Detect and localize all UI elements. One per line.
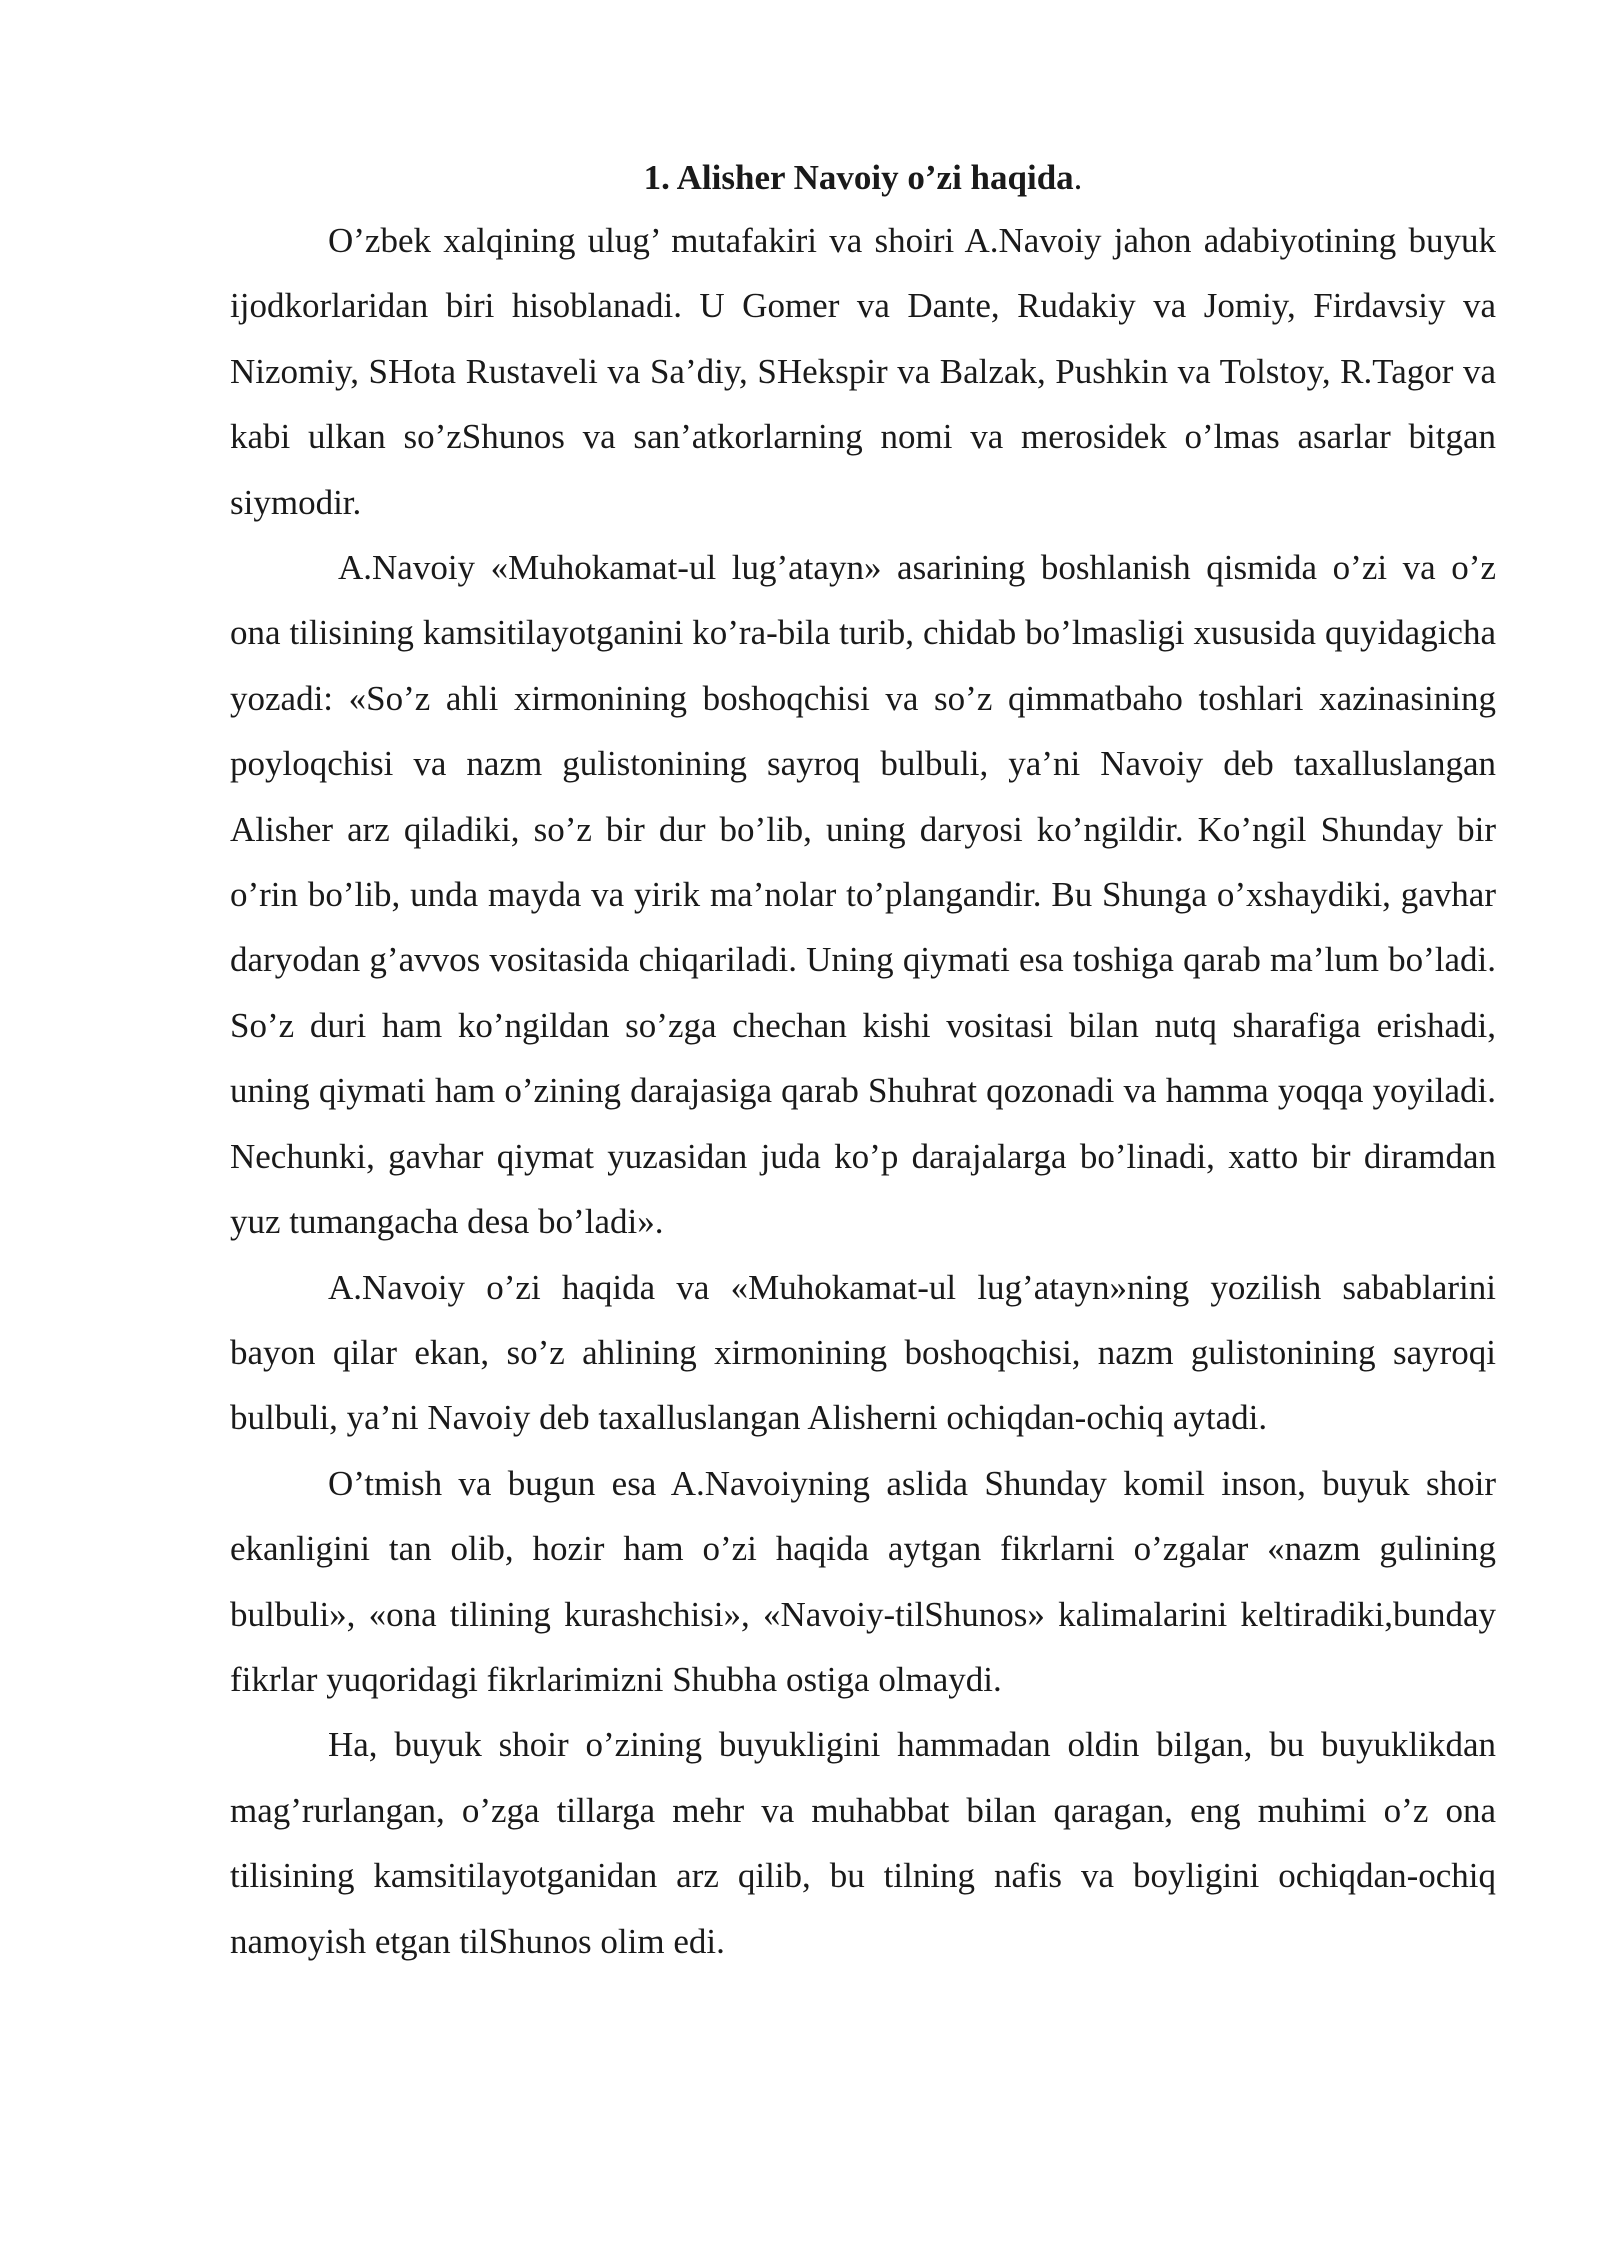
- paragraph-2: A.Navoiy «Muhokamat-ul lug’atayn» asarining boshlanish qismida o’zi va o’z ona tilisining kamsitilayotganini ko’ra-bila turib, chidab bo’lmasligi xususida quyidagicha yozadi: «So’z ahli xirmonining boshoqchisi va so’z qimmatbaho toshlari xazinasining poyloqchisi va nazm gulistonining sayroq bulbuli, ya’ni Navoiy deb taxalluslangan Alisher arz qiladiki, so’z bir dur bo’lib, uning daryosi ko’ngildir. Ko’ngil Shunday bir o’rin bo’lib, unda mayda va yirik ma’nolar to’plangandir. Bu Shunga o’xshaydiki, gavhar daryodan g’avvos vositasida chiqariladi. Uning qiymati esa toshiga qarab ma’lum bo’ladi. So’z duri ham ko’ngildan so’zga chechan kishi vositasi bilan nutq sharafiga erishadi, uning qiymati ham o’zining darajasiga qarab Shuhrat qozonadi va hamma yoqqa yoyiladi. Nechunki, gavhar qiymat yuzasidan juda ko’p darajalarga bo’linadi, xatto bir diramdan yuz tumangacha desa bo’ladi».: [230, 548, 1496, 1242]
- section-title-period: .: [1073, 158, 1083, 197]
- paragraph-1: O’zbek xalqining ulug’ mutafakiri va shoiri A.Navoiy jahon adabiyotining buyuk ijodkorlaridan biri hisoblanadi. U Gomer va Dante, Rudakiy va Jomiy, Firdavsiy va Nizomiy, SHota Rustaveli va Sa’diy, SHekspir va Balzak, Pushkin va Tolstoy, R.Tagor va kabi ulkan so’zShunos va san’atkorlarning nomi va merosidek o’lmas asarlar bitgan siymodir.: [230, 221, 1496, 522]
- section-title: 1. Alisher Navoiy o’zi haqida: [643, 158, 1074, 197]
- paragraph-5: Ha, buyuk shoir o’zining buyukligini hammadan oldin bilgan, bu buyuklikdan mag’rurlangan, o’zga tillarga mehr va muhabbat bilan qaragan, eng muhimi o’z ona tilisining kamsitilayotganidan arz qilib, bu tilning nafis va boyligini ochiqdan-ochiq namoyish etgan tilShunos olim edi.: [230, 1725, 1496, 1961]
- section-heading: [230, 152, 1496, 204]
- paragraph-3: A.Navoiy o’zi haqida va «Muhokamat-ul lug’atayn»ning yozilish sabablarini bayon qilar ekan, so’z ahlining xirmonining boshoqchisi, nazm gulistonining sayroqi bulbuli, ya’ni Navoiy deb taxalluslangan Alisherni ochiqdan-ochiq aytadi.: [230, 1267, 1496, 1438]
- paragraph-4: O’tmish va bugun esa A.Navoiyning aslida Shunday komil inson, buyuk shoir ekanligini tan olib, hozir ham o’zi haqida aytgan fikrlarni o’zgalar «nazm gulining bulbuli», «ona tilining kurashchisi», «Navoiy-tilShunos» kalimalarini keltiradiki,bunday fikrlar yuqoridagi fikrlarimizni Shubha ostiga olmaydi.: [230, 1463, 1496, 1699]
- document-body: [230, 152, 1496, 1974]
